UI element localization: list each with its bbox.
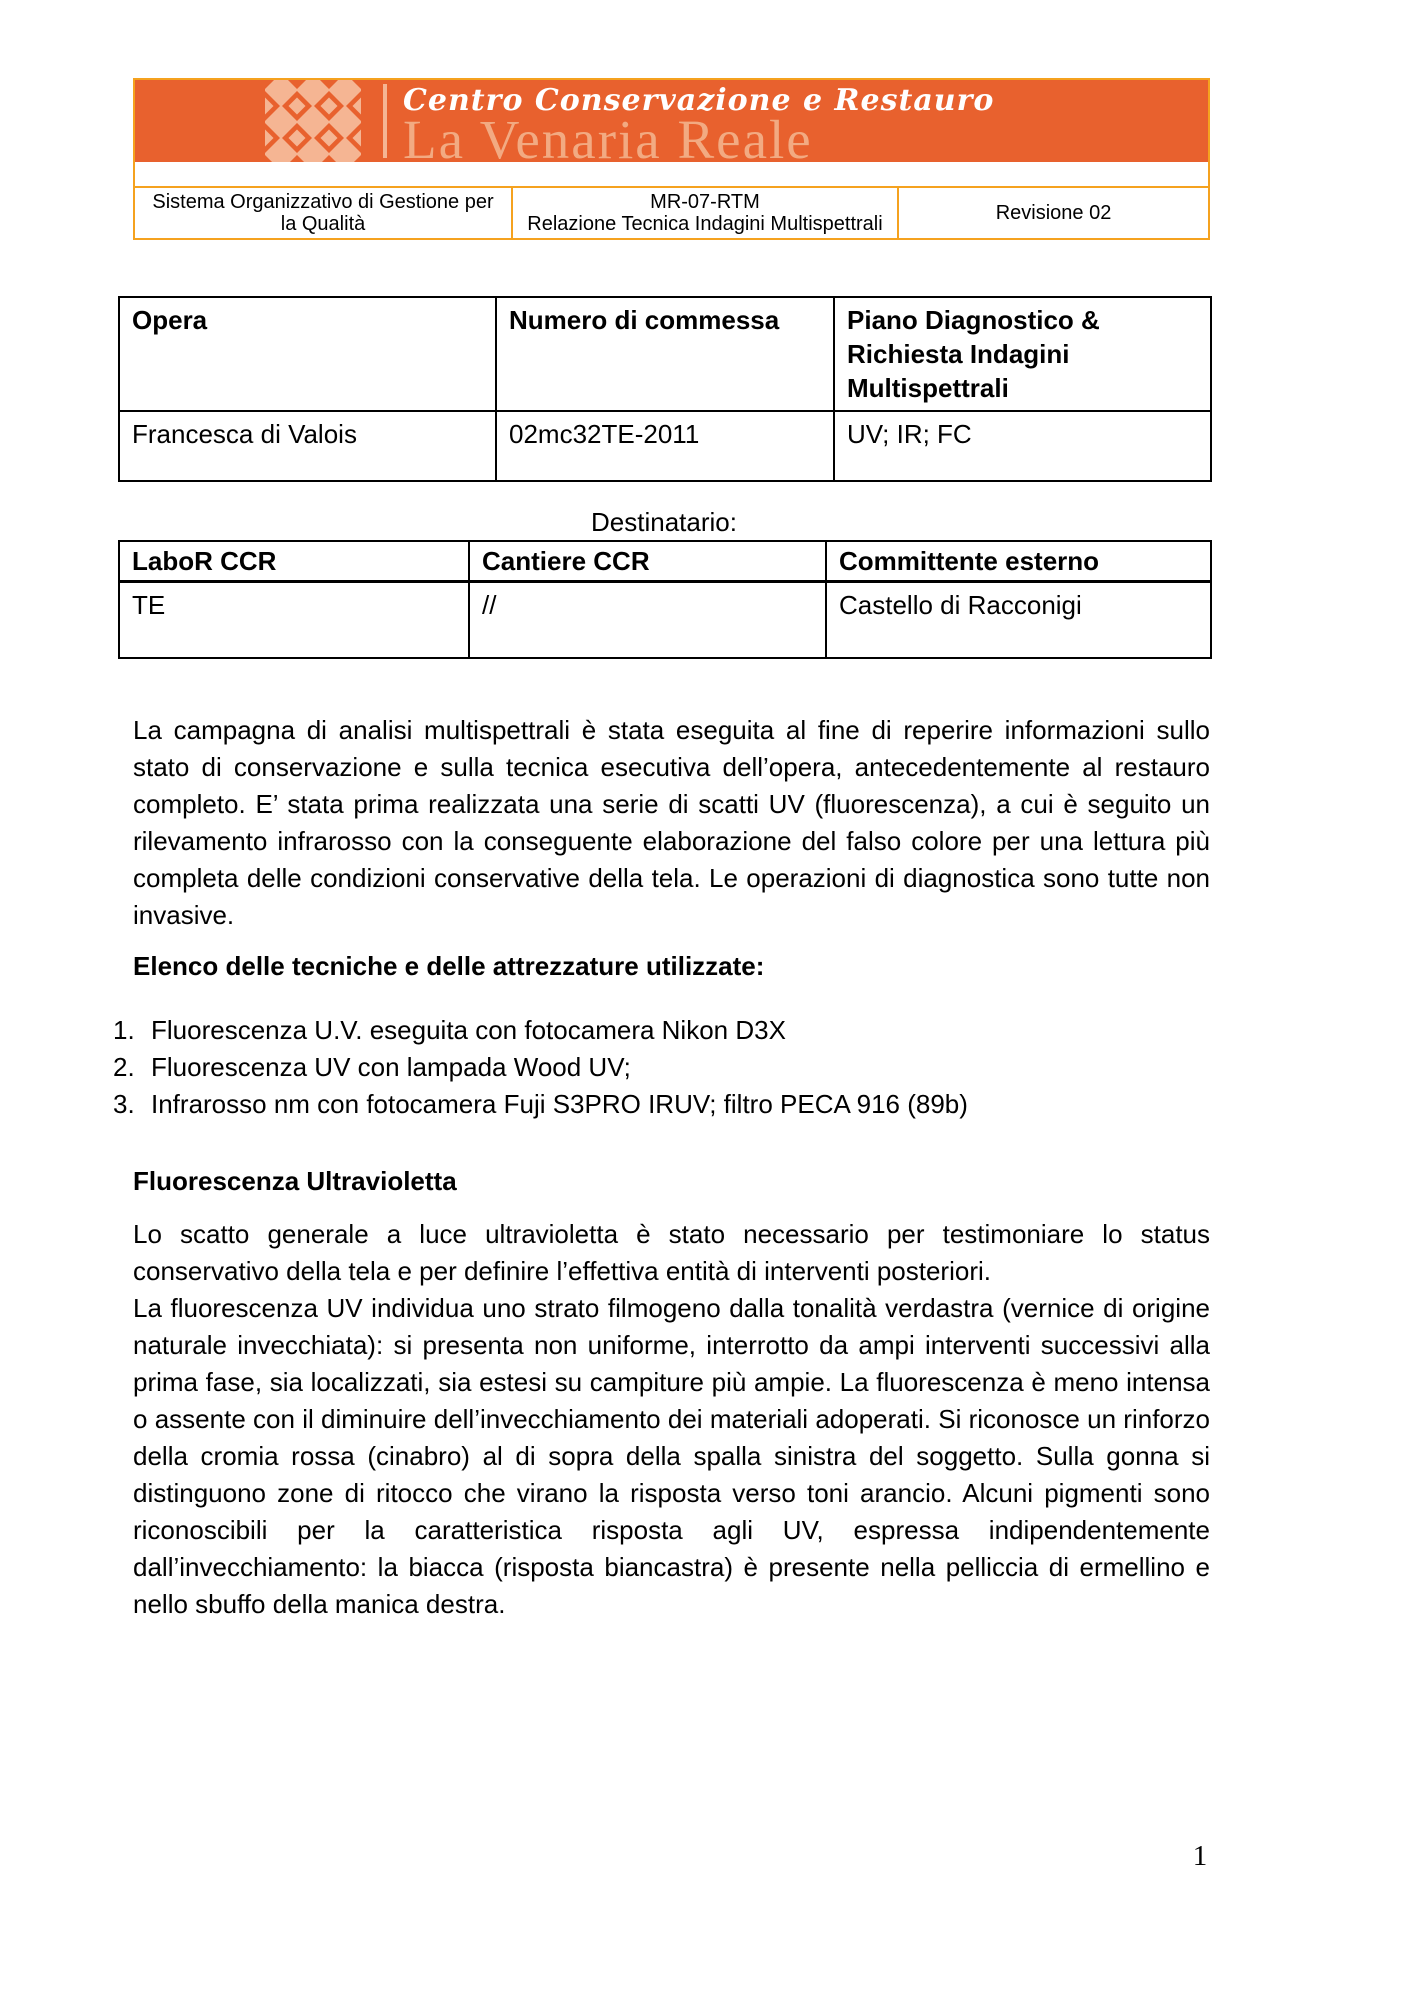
list-item [113,1086,1210,1123]
committente-value: Castello di Racconigi [826,582,1211,658]
letterhead-spacer [135,162,1208,186]
list-item-text: Infrarosso nm con fotocamera Fuji S3PRO IRUV; filtro PECA 916 (89b) [151,1089,968,1119]
list-item-number: 3. [113,1089,135,1119]
labor-ccr-header: LaboR CCR [119,541,469,582]
banner-text [403,85,994,162]
institution-name: La Venaria Reale [403,109,813,162]
equipment-list-heading: Elenco delle tecniche e delle attrezzature utilizzate: [133,951,765,981]
intro-paragraph: La campagna di analisi multispettrali è stata eseguita al fine di reperire informazioni sullo stato di conservazione e sulla tecnica esecutiva dell’opera, antecedentemente al restauro completo. E’ stata prima realizzata una serie di scatti UV (fluorescenza), a cui è seguito un rilevamento infrarosso con la conseguente elaborazione del falso colore per una lettura più completa delle condizioni conservative della tela. Le operazioni di diagnostica sono tutte non invasive. [133,715,1210,930]
document-title: Relazione Tecnica Indagini Multispettrali [527,213,883,235]
report-body [113,712,1210,1623]
document-code: MR-07-RTM [650,191,760,213]
list-item [113,1049,1210,1086]
destinatario-table [118,540,1212,659]
cantiere-ccr-value: // [469,582,826,658]
diamond-pattern-logo-icon [265,80,361,162]
letterhead [133,78,1210,240]
opera-table [118,296,1212,482]
destinatario-data-row [119,582,1211,658]
destinatario-header-row [119,541,1211,582]
quality-system-strip [135,186,1208,238]
letterhead-banner [135,80,1208,162]
commessa-value: 02mc32TE-2011 [496,411,834,481]
cantiere-ccr-header: Cantiere CCR [469,541,826,582]
document-code-cell [511,188,899,238]
uv-section-heading: Fluorescenza Ultravioletta [133,1166,457,1196]
opera-value: Francesca di Valois [119,411,496,481]
equipment-list [113,1012,1210,1123]
piano-diagnostico-header: Piano Diagnostico & Richiesta Indagini Multispettrali [834,297,1211,411]
destinatario-label: Destinatario: [591,507,737,537]
indagini-value: UV; IR; FC [834,411,1211,481]
banner-divider [383,84,387,158]
uv-paragraph-2: La fluorescenza UV individua uno strato filmogeno dalla tonalità verdastra (vernice di origine naturale invecchiata): si presenta non uniforme, interrotto da ampi interventi successivi alla prima fase, sia localizzati, sia estesi su campiture più ampie. La fluorescenza è meno intensa o assente con il diminuire dell’invecchiamento dei materiali adoperati. Si riconosce un rinforzo della cromia rossa (cinabro) al di sopra della spalla sinistra del soggetto. Sulla gonna si distinguono zone di ritocco che virano la risposta verso toni arancio. Alcuni pigmenti sono riconoscibili per la caratteristica risposta agli UV, espressa indipendentemente dall’invecchiamento: la biacca (risposta biancastra) è presente nella pelliccia di ermellino e nello sbuffo della manica destra. [133,1293,1210,1619]
opera-table-header-row [119,297,1211,411]
uv-paragraph-1: Lo scatto generale a luce ultravioletta è stato necessario per testimoniare lo status conservativo della tela e per definire l’effettiva entità di interventi posteriori. [133,1219,1210,1286]
list-item-number: 2. [113,1052,135,1082]
labor-ccr-value: TE [119,582,469,658]
opera-table-data-row [119,411,1211,481]
commessa-header: Numero di commessa [496,297,834,411]
list-item-text: Fluorescenza UV con lampada Wood UV; [151,1052,631,1082]
list-item-text: Fluorescenza U.V. eseguita con fotocamera Nikon D3X [151,1015,786,1045]
opera-header: Opera [119,297,496,411]
page-number: 1 [1192,1840,1208,1872]
revision-label: Revisione 02 [995,202,1112,224]
committente-header: Committente esterno [826,541,1211,582]
list-item [113,1012,1210,1049]
organization-name: Centro Conservazione e Restauro [403,83,995,118]
quality-system-label: Sistema Organizzativo di Gestione per la Qualità [152,191,494,235]
list-item-number: 1. [113,1015,135,1045]
